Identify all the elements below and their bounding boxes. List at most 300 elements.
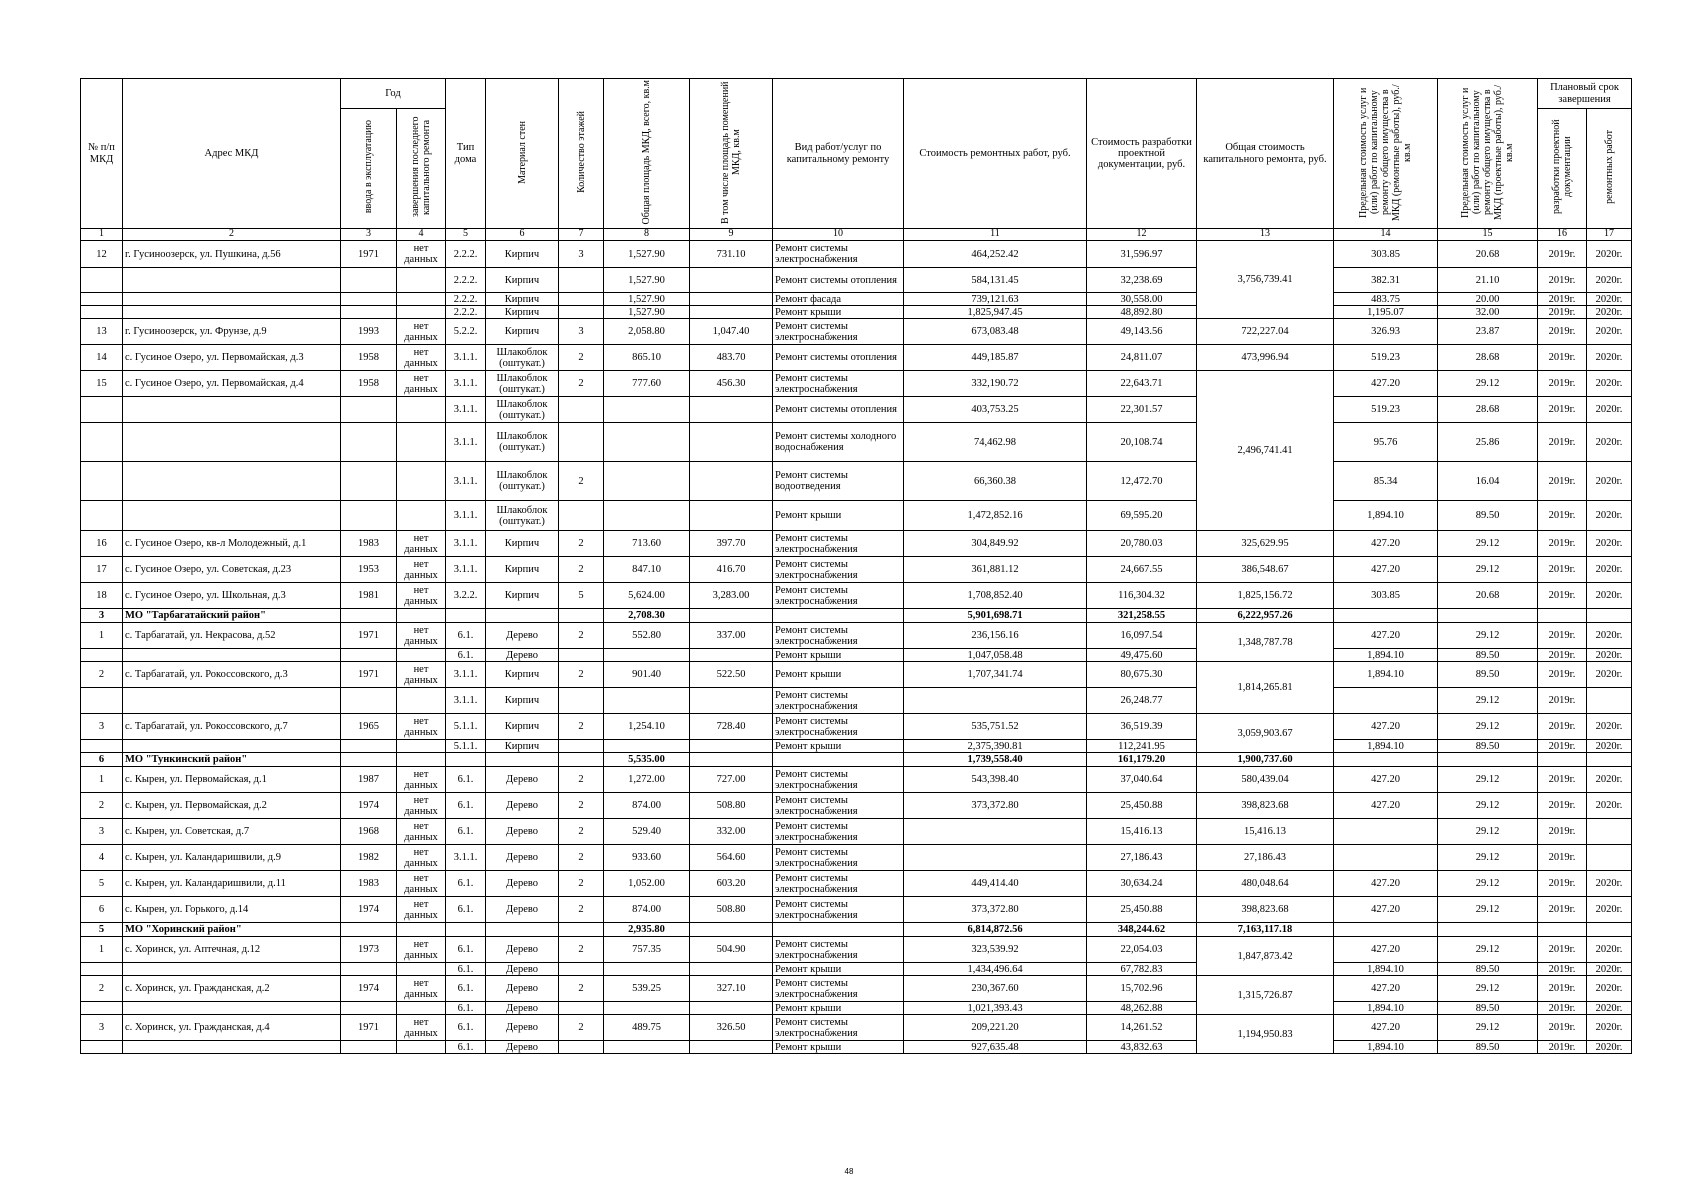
cell-col-17: 2020г. — [1587, 241, 1632, 268]
cell-col-2: с. Тарбагатай, ул. Рокоссовского, д.3 — [123, 662, 341, 688]
cell-col-3 — [341, 423, 397, 462]
cell-col-12: 27,186.43 — [1087, 845, 1197, 871]
page-number: 48 — [844, 1167, 854, 1176]
cell-col-15: 29.12 — [1438, 371, 1538, 397]
header-year-commissioning: ввода в эксплуатацию — [341, 109, 397, 229]
cell-col-10 — [773, 753, 904, 767]
cell-col-17: 2020г. — [1587, 268, 1632, 293]
cell-col-9 — [690, 501, 773, 531]
cell-col-14: 427.20 — [1334, 1015, 1438, 1041]
cell-col-17: 2020г. — [1587, 531, 1632, 557]
cell-col-11: 66,360.38 — [904, 462, 1087, 501]
cell-col-3 — [341, 963, 397, 976]
column-number-cell: 17 — [1587, 229, 1632, 241]
cell-col-3 — [341, 753, 397, 767]
cell-col-7: 2 — [559, 557, 604, 583]
cell-col-11: 361,881.12 — [904, 557, 1087, 583]
cell-col-8: 874.00 — [604, 897, 690, 923]
cell-col-16: 2019г. — [1538, 871, 1587, 897]
cell-col-6: Кирпич — [486, 714, 559, 740]
cell-col-11: 1,472,852.16 — [904, 501, 1087, 531]
cell-col-17: 2020г. — [1587, 501, 1632, 531]
cell-col-13: 2,496,741.41 — [1197, 371, 1334, 531]
cell-col-14: 427.20 — [1334, 623, 1438, 649]
cell-col-2 — [123, 293, 341, 306]
cell-col-2: с. Хоринск, ул. Гражданская, д.4 — [123, 1015, 341, 1041]
cell-col-9 — [690, 1002, 773, 1015]
cell-col-15: 21.10 — [1438, 268, 1538, 293]
cell-col-15: 89.50 — [1438, 649, 1538, 662]
cell-col-4 — [397, 740, 446, 753]
table-row — [81, 963, 1632, 976]
cell-col-17: 2020г. — [1587, 714, 1632, 740]
cell-col-2 — [123, 306, 341, 319]
column-number-cell: 5 — [446, 229, 486, 241]
cell-col-14: 1,894.10 — [1334, 662, 1438, 688]
table-row — [81, 319, 1632, 345]
cell-col-1: 2 — [81, 793, 123, 819]
cell-col-6: Дерево — [486, 871, 559, 897]
cell-col-7: 2 — [559, 1015, 604, 1041]
cell-col-3: 1958 — [341, 371, 397, 397]
cell-col-12: 25,450.88 — [1087, 897, 1197, 923]
cell-col-14: 427.20 — [1334, 371, 1438, 397]
cell-col-16: 2019г. — [1538, 623, 1587, 649]
header-work-type: Вид работ/услуг по капитальному ремонту — [773, 79, 904, 229]
cell-col-10: Ремонт системы электроснабжения — [773, 557, 904, 583]
cell-col-13: 15,416.13 — [1197, 819, 1334, 845]
header-house-type: Тип дома — [446, 79, 486, 229]
cell-col-11 — [904, 819, 1087, 845]
header-deadline-repair: ремонтных работ — [1587, 109, 1632, 229]
cell-col-4: нет данных — [397, 819, 446, 845]
cell-col-16: 2019г. — [1538, 241, 1587, 268]
cell-col-12: 12,472.70 — [1087, 462, 1197, 501]
cell-col-7 — [559, 1002, 604, 1015]
section-row — [81, 753, 1632, 767]
cell-col-11: 1,707,341.74 — [904, 662, 1087, 688]
cell-col-15: 28.68 — [1438, 345, 1538, 371]
cell-col-6: Шлакоблок (оштукат.) — [486, 501, 559, 531]
cell-col-1: 4 — [81, 845, 123, 871]
cell-col-4: нет данных — [397, 531, 446, 557]
cell-col-17: 2020г. — [1587, 897, 1632, 923]
cell-col-3 — [341, 462, 397, 501]
cell-col-7 — [559, 923, 604, 937]
cell-col-15: 29.12 — [1438, 976, 1538, 1002]
cell-col-17: 2020г. — [1587, 423, 1632, 462]
cell-col-2: с. Кырен, ул. Каландаришвили, д.9 — [123, 845, 341, 871]
cell-col-3: 1981 — [341, 583, 397, 609]
cell-col-2: с. Гусиное Озеро, ул. Первомайская, д.3 — [123, 345, 341, 371]
table-row — [81, 871, 1632, 897]
cell-col-17 — [1587, 845, 1632, 871]
cell-col-4: нет данных — [397, 976, 446, 1002]
cell-col-3 — [341, 268, 397, 293]
table-row — [81, 531, 1632, 557]
cell-col-10: Ремонт системы электроснабжения — [773, 793, 904, 819]
cell-col-16: 2019г. — [1538, 714, 1587, 740]
cell-col-6: Шлакоблок (оштукат.) — [486, 423, 559, 462]
column-number-cell: 6 — [486, 229, 559, 241]
cell-col-6 — [486, 753, 559, 767]
cell-col-14: 1,195.07 — [1334, 306, 1438, 319]
section-row — [81, 923, 1632, 937]
cell-col-4: нет данных — [397, 767, 446, 793]
cell-col-16: 2019г. — [1538, 423, 1587, 462]
cell-col-1: 3 — [81, 609, 123, 623]
cell-col-10: Ремонт системы холодного водоснабжения — [773, 423, 904, 462]
cell-col-15: 89.50 — [1438, 740, 1538, 753]
cell-col-6: Дерево — [486, 649, 559, 662]
cell-col-5: 6.1. — [446, 767, 486, 793]
cell-col-4: нет данных — [397, 583, 446, 609]
cell-col-15: 29.12 — [1438, 623, 1538, 649]
cell-col-12: 161,179.20 — [1087, 753, 1197, 767]
cell-col-13: 1,814,265.81 — [1197, 662, 1334, 714]
cell-col-5: 5.2.2. — [446, 319, 486, 345]
cell-col-14: 1,894.10 — [1334, 963, 1438, 976]
cell-col-8: 5,535.00 — [604, 753, 690, 767]
cell-col-4 — [397, 609, 446, 623]
cell-col-14: 95.76 — [1334, 423, 1438, 462]
cell-col-4: нет данных — [397, 937, 446, 963]
cell-col-13: 480,048.64 — [1197, 871, 1334, 897]
cell-col-1 — [81, 501, 123, 531]
cell-col-13: 1,348,787.78 — [1197, 623, 1334, 662]
cell-col-16: 2019г. — [1538, 897, 1587, 923]
cell-col-5: 3.1.1. — [446, 557, 486, 583]
cell-col-10: Ремонт системы электроснабжения — [773, 897, 904, 923]
cell-col-14: 1,894.10 — [1334, 501, 1438, 531]
cell-col-16: 2019г. — [1538, 1002, 1587, 1015]
cell-col-5: 3.1.1. — [446, 688, 486, 714]
cell-col-9: 3,283.00 — [690, 583, 773, 609]
cell-col-11: 403,753.25 — [904, 397, 1087, 423]
header-deadline-design: разработки проектной документации — [1538, 109, 1587, 229]
cell-col-2 — [123, 462, 341, 501]
cell-col-9 — [690, 609, 773, 623]
cell-col-12: 116,304.32 — [1087, 583, 1197, 609]
cell-col-15: 32.00 — [1438, 306, 1538, 319]
cell-col-8: 847.10 — [604, 557, 690, 583]
cell-col-11: 535,751.52 — [904, 714, 1087, 740]
cell-col-9: 326.50 — [690, 1015, 773, 1041]
cell-col-16: 2019г. — [1538, 319, 1587, 345]
cell-col-10 — [773, 609, 904, 623]
cell-col-16: 2019г. — [1538, 793, 1587, 819]
cell-col-7 — [559, 753, 604, 767]
cell-col-3: 1971 — [341, 623, 397, 649]
cell-col-3 — [341, 649, 397, 662]
column-number-cell: 13 — [1197, 229, 1334, 241]
cell-col-15: 89.50 — [1438, 1041, 1538, 1054]
cell-col-8: 713.60 — [604, 531, 690, 557]
cell-col-10: Ремонт системы электроснабжения — [773, 937, 904, 963]
cell-col-16 — [1538, 609, 1587, 623]
cell-col-4 — [397, 501, 446, 531]
cell-col-12: 24,811.07 — [1087, 345, 1197, 371]
cell-col-13: 1,825,156.72 — [1197, 583, 1334, 609]
cell-col-17: 2020г. — [1587, 462, 1632, 501]
cell-col-9: 727.00 — [690, 767, 773, 793]
cell-col-15: 29.12 — [1438, 557, 1538, 583]
cell-col-11: 1,708,852.40 — [904, 583, 1087, 609]
header-num: № п/п МКД — [81, 79, 123, 229]
cell-col-3 — [341, 609, 397, 623]
cell-col-7: 2 — [559, 937, 604, 963]
cell-col-12: 348,244.62 — [1087, 923, 1197, 937]
cell-col-4: нет данных — [397, 1015, 446, 1041]
cell-col-3 — [341, 688, 397, 714]
cell-col-12: 49,475.60 — [1087, 649, 1197, 662]
cell-col-5: 3.1.1. — [446, 531, 486, 557]
cell-col-9: 337.00 — [690, 623, 773, 649]
cell-col-10: Ремонт системы электроснабжения — [773, 241, 904, 268]
cell-col-1: 18 — [81, 583, 123, 609]
cell-col-10: Ремонт крыши — [773, 501, 904, 531]
cell-col-1: 16 — [81, 531, 123, 557]
cell-col-9: 504.90 — [690, 937, 773, 963]
column-number-cell: 3 — [341, 229, 397, 241]
cell-col-12: 26,248.77 — [1087, 688, 1197, 714]
cell-col-7: 2 — [559, 793, 604, 819]
cell-col-12: 48,892.80 — [1087, 306, 1197, 319]
cell-col-6: Дерево — [486, 937, 559, 963]
cell-col-7: 2 — [559, 531, 604, 557]
cell-col-6: Кирпич — [486, 293, 559, 306]
cell-col-17: 2020г. — [1587, 1041, 1632, 1054]
cell-col-6: Кирпич — [486, 306, 559, 319]
cell-col-9: 508.80 — [690, 793, 773, 819]
cell-col-13: 7,163,117.18 — [1197, 923, 1334, 937]
cell-col-7: 5 — [559, 583, 604, 609]
cell-col-17: 2020г. — [1587, 793, 1632, 819]
cell-col-10: Ремонт системы водоотведения — [773, 462, 904, 501]
cell-col-15: 29.12 — [1438, 845, 1538, 871]
cell-col-12: 14,261.52 — [1087, 1015, 1197, 1041]
cell-col-11: 373,372.80 — [904, 793, 1087, 819]
cell-col-8: 757.35 — [604, 937, 690, 963]
cell-col-1 — [81, 649, 123, 662]
cell-col-5: 6.1. — [446, 819, 486, 845]
cell-col-11 — [904, 688, 1087, 714]
cell-col-13: 3,059,903.67 — [1197, 714, 1334, 753]
cell-col-7: 2 — [559, 845, 604, 871]
cell-col-5: 6.1. — [446, 623, 486, 649]
cell-col-16: 2019г. — [1538, 688, 1587, 714]
table-row — [81, 371, 1632, 397]
table-row — [81, 767, 1632, 793]
cell-col-10: Ремонт системы электроснабжения — [773, 871, 904, 897]
cell-col-4 — [397, 649, 446, 662]
cell-col-9: 508.80 — [690, 897, 773, 923]
cell-col-12: 49,143.56 — [1087, 319, 1197, 345]
cell-col-12: 15,702.96 — [1087, 976, 1197, 1002]
cell-col-12: 36,519.39 — [1087, 714, 1197, 740]
cell-col-12: 25,450.88 — [1087, 793, 1197, 819]
cell-col-14: 519.23 — [1334, 345, 1438, 371]
table-row — [81, 649, 1632, 662]
cell-col-3: 1974 — [341, 793, 397, 819]
cell-col-6: Шлакоблок (оштукат.) — [486, 397, 559, 423]
cell-col-7 — [559, 649, 604, 662]
cell-col-5: 3.1.1. — [446, 423, 486, 462]
cell-col-2: МО "Тарбагатайский район" — [123, 609, 341, 623]
cell-col-14: 427.20 — [1334, 871, 1438, 897]
table-row — [81, 976, 1632, 1002]
cell-col-7 — [559, 423, 604, 462]
cell-col-15: 29.12 — [1438, 767, 1538, 793]
cell-col-1: 1 — [81, 767, 123, 793]
cell-col-11: 449,414.40 — [904, 871, 1087, 897]
cell-col-16 — [1538, 923, 1587, 937]
cell-col-5: 6.1. — [446, 871, 486, 897]
cell-col-15: 23.87 — [1438, 319, 1538, 345]
cell-col-14: 427.20 — [1334, 557, 1438, 583]
cell-col-15: 89.50 — [1438, 501, 1538, 531]
cell-col-5: 3.1.1. — [446, 371, 486, 397]
cell-col-11: 1,739,558.40 — [904, 753, 1087, 767]
cell-col-3 — [341, 1041, 397, 1054]
cell-col-8: 1,527.90 — [604, 268, 690, 293]
cell-col-6: Кирпич — [486, 557, 559, 583]
cell-col-6: Дерево — [486, 845, 559, 871]
cell-col-6: Дерево — [486, 1002, 559, 1015]
cell-col-3 — [341, 740, 397, 753]
cell-col-10: Ремонт крыши — [773, 1002, 904, 1015]
cell-col-2: МО "Хоринский район" — [123, 923, 341, 937]
header-wall-material: Материал стен — [486, 79, 559, 229]
cell-col-8: 2,058.80 — [604, 319, 690, 345]
cell-col-16: 2019г. — [1538, 767, 1587, 793]
cell-col-8 — [604, 649, 690, 662]
cell-col-16: 2019г. — [1538, 819, 1587, 845]
cell-col-14: 85.34 — [1334, 462, 1438, 501]
cell-col-12: 20,108.74 — [1087, 423, 1197, 462]
cell-col-7: 2 — [559, 462, 604, 501]
cell-col-16: 2019г. — [1538, 293, 1587, 306]
cell-col-13: 473,996.94 — [1197, 345, 1334, 371]
cell-col-14: 427.20 — [1334, 976, 1438, 1002]
cell-col-12: 22,301.57 — [1087, 397, 1197, 423]
cell-col-10: Ремонт системы электроснабжения — [773, 819, 904, 845]
table-row — [81, 793, 1632, 819]
cell-col-4: нет данных — [397, 371, 446, 397]
table-row — [81, 819, 1632, 845]
cell-col-3: 1982 — [341, 845, 397, 871]
cell-col-5: 3.1.1. — [446, 845, 486, 871]
cell-col-7 — [559, 1041, 604, 1054]
cell-col-8: 933.60 — [604, 845, 690, 871]
table-row — [81, 306, 1632, 319]
table-row — [81, 268, 1632, 293]
cell-col-17 — [1587, 609, 1632, 623]
cell-col-14 — [1334, 923, 1438, 937]
cell-col-15: 89.50 — [1438, 1002, 1538, 1015]
cell-col-7 — [559, 688, 604, 714]
cell-col-7 — [559, 397, 604, 423]
cell-col-17: 2020г. — [1587, 1015, 1632, 1041]
cell-col-7 — [559, 306, 604, 319]
header-design-cost: Стоимость разработки проектной документации, руб. — [1087, 79, 1197, 229]
cell-col-4 — [397, 268, 446, 293]
cell-col-17: 2020г. — [1587, 371, 1632, 397]
cell-col-9 — [690, 268, 773, 293]
cell-col-2: с. Кырен, ул. Советская, д.7 — [123, 819, 341, 845]
cell-col-5: 5.1.1. — [446, 740, 486, 753]
cell-col-6: Шлакоблок (оштукат.) — [486, 462, 559, 501]
cell-col-14: 303.85 — [1334, 241, 1438, 268]
cell-col-7 — [559, 268, 604, 293]
cell-col-14 — [1334, 753, 1438, 767]
cell-col-7: 3 — [559, 241, 604, 268]
header-limit-repair: Предельная стоимость услуг и (или) работ по капитальному ремонту общего имущества в МКД (ремонтные работы), руб./кв.м — [1334, 79, 1438, 229]
cell-col-14 — [1334, 609, 1438, 623]
column-number-cell: 4 — [397, 229, 446, 241]
cell-col-8: 529.40 — [604, 819, 690, 845]
cell-col-1 — [81, 397, 123, 423]
cell-col-10: Ремонт фасада — [773, 293, 904, 306]
cell-col-9: 327.10 — [690, 976, 773, 1002]
cell-col-11: 304,849.92 — [904, 531, 1087, 557]
cell-col-5: 2.2.2. — [446, 306, 486, 319]
table-row — [81, 345, 1632, 371]
cell-col-2: с. Кырен, ул. Первомайская, д.1 — [123, 767, 341, 793]
table-row — [81, 241, 1632, 268]
table-row — [81, 1002, 1632, 1015]
cell-col-8: 901.40 — [604, 662, 690, 688]
cell-col-6: Дерево — [486, 976, 559, 1002]
cell-col-5: 6.1. — [446, 1041, 486, 1054]
column-number-cell: 10 — [773, 229, 904, 241]
cell-col-14: 326.93 — [1334, 319, 1438, 345]
cell-col-8: 874.00 — [604, 793, 690, 819]
cell-col-11: 739,121.63 — [904, 293, 1087, 306]
cell-col-10: Ремонт крыши — [773, 963, 904, 976]
cell-col-5: 5.1.1. — [446, 714, 486, 740]
cell-col-16: 2019г. — [1538, 531, 1587, 557]
cell-col-12: 22,054.03 — [1087, 937, 1197, 963]
cell-col-3: 1983 — [341, 531, 397, 557]
cell-col-12: 321,258.55 — [1087, 609, 1197, 623]
cell-col-11: 543,398.40 — [904, 767, 1087, 793]
cell-col-10: Ремонт системы электроснабжения — [773, 371, 904, 397]
cell-col-11: 927,635.48 — [904, 1041, 1087, 1054]
cell-col-17: 2020г. — [1587, 1002, 1632, 1015]
cell-col-5: 3.1.1. — [446, 462, 486, 501]
cell-col-10: Ремонт крыши — [773, 1041, 904, 1054]
cell-col-4 — [397, 688, 446, 714]
cell-col-1 — [81, 688, 123, 714]
cell-col-16: 2019г. — [1538, 1015, 1587, 1041]
cell-col-4 — [397, 462, 446, 501]
cell-col-1 — [81, 963, 123, 976]
header-premises-area: В том числе площадь помещений МКД, кв.м — [690, 79, 773, 229]
table-row — [81, 688, 1632, 714]
cell-col-15: 29.12 — [1438, 714, 1538, 740]
cell-col-9: 332.00 — [690, 819, 773, 845]
cell-col-7: 2 — [559, 345, 604, 371]
cell-col-8: 865.10 — [604, 345, 690, 371]
cell-col-2 — [123, 740, 341, 753]
cell-col-6: Кирпич — [486, 531, 559, 557]
cell-col-1 — [81, 1002, 123, 1015]
cell-col-11: 1,021,393.43 — [904, 1002, 1087, 1015]
cell-col-15: 20.68 — [1438, 241, 1538, 268]
cell-col-11: 332,190.72 — [904, 371, 1087, 397]
cell-col-13: 580,439.04 — [1197, 767, 1334, 793]
